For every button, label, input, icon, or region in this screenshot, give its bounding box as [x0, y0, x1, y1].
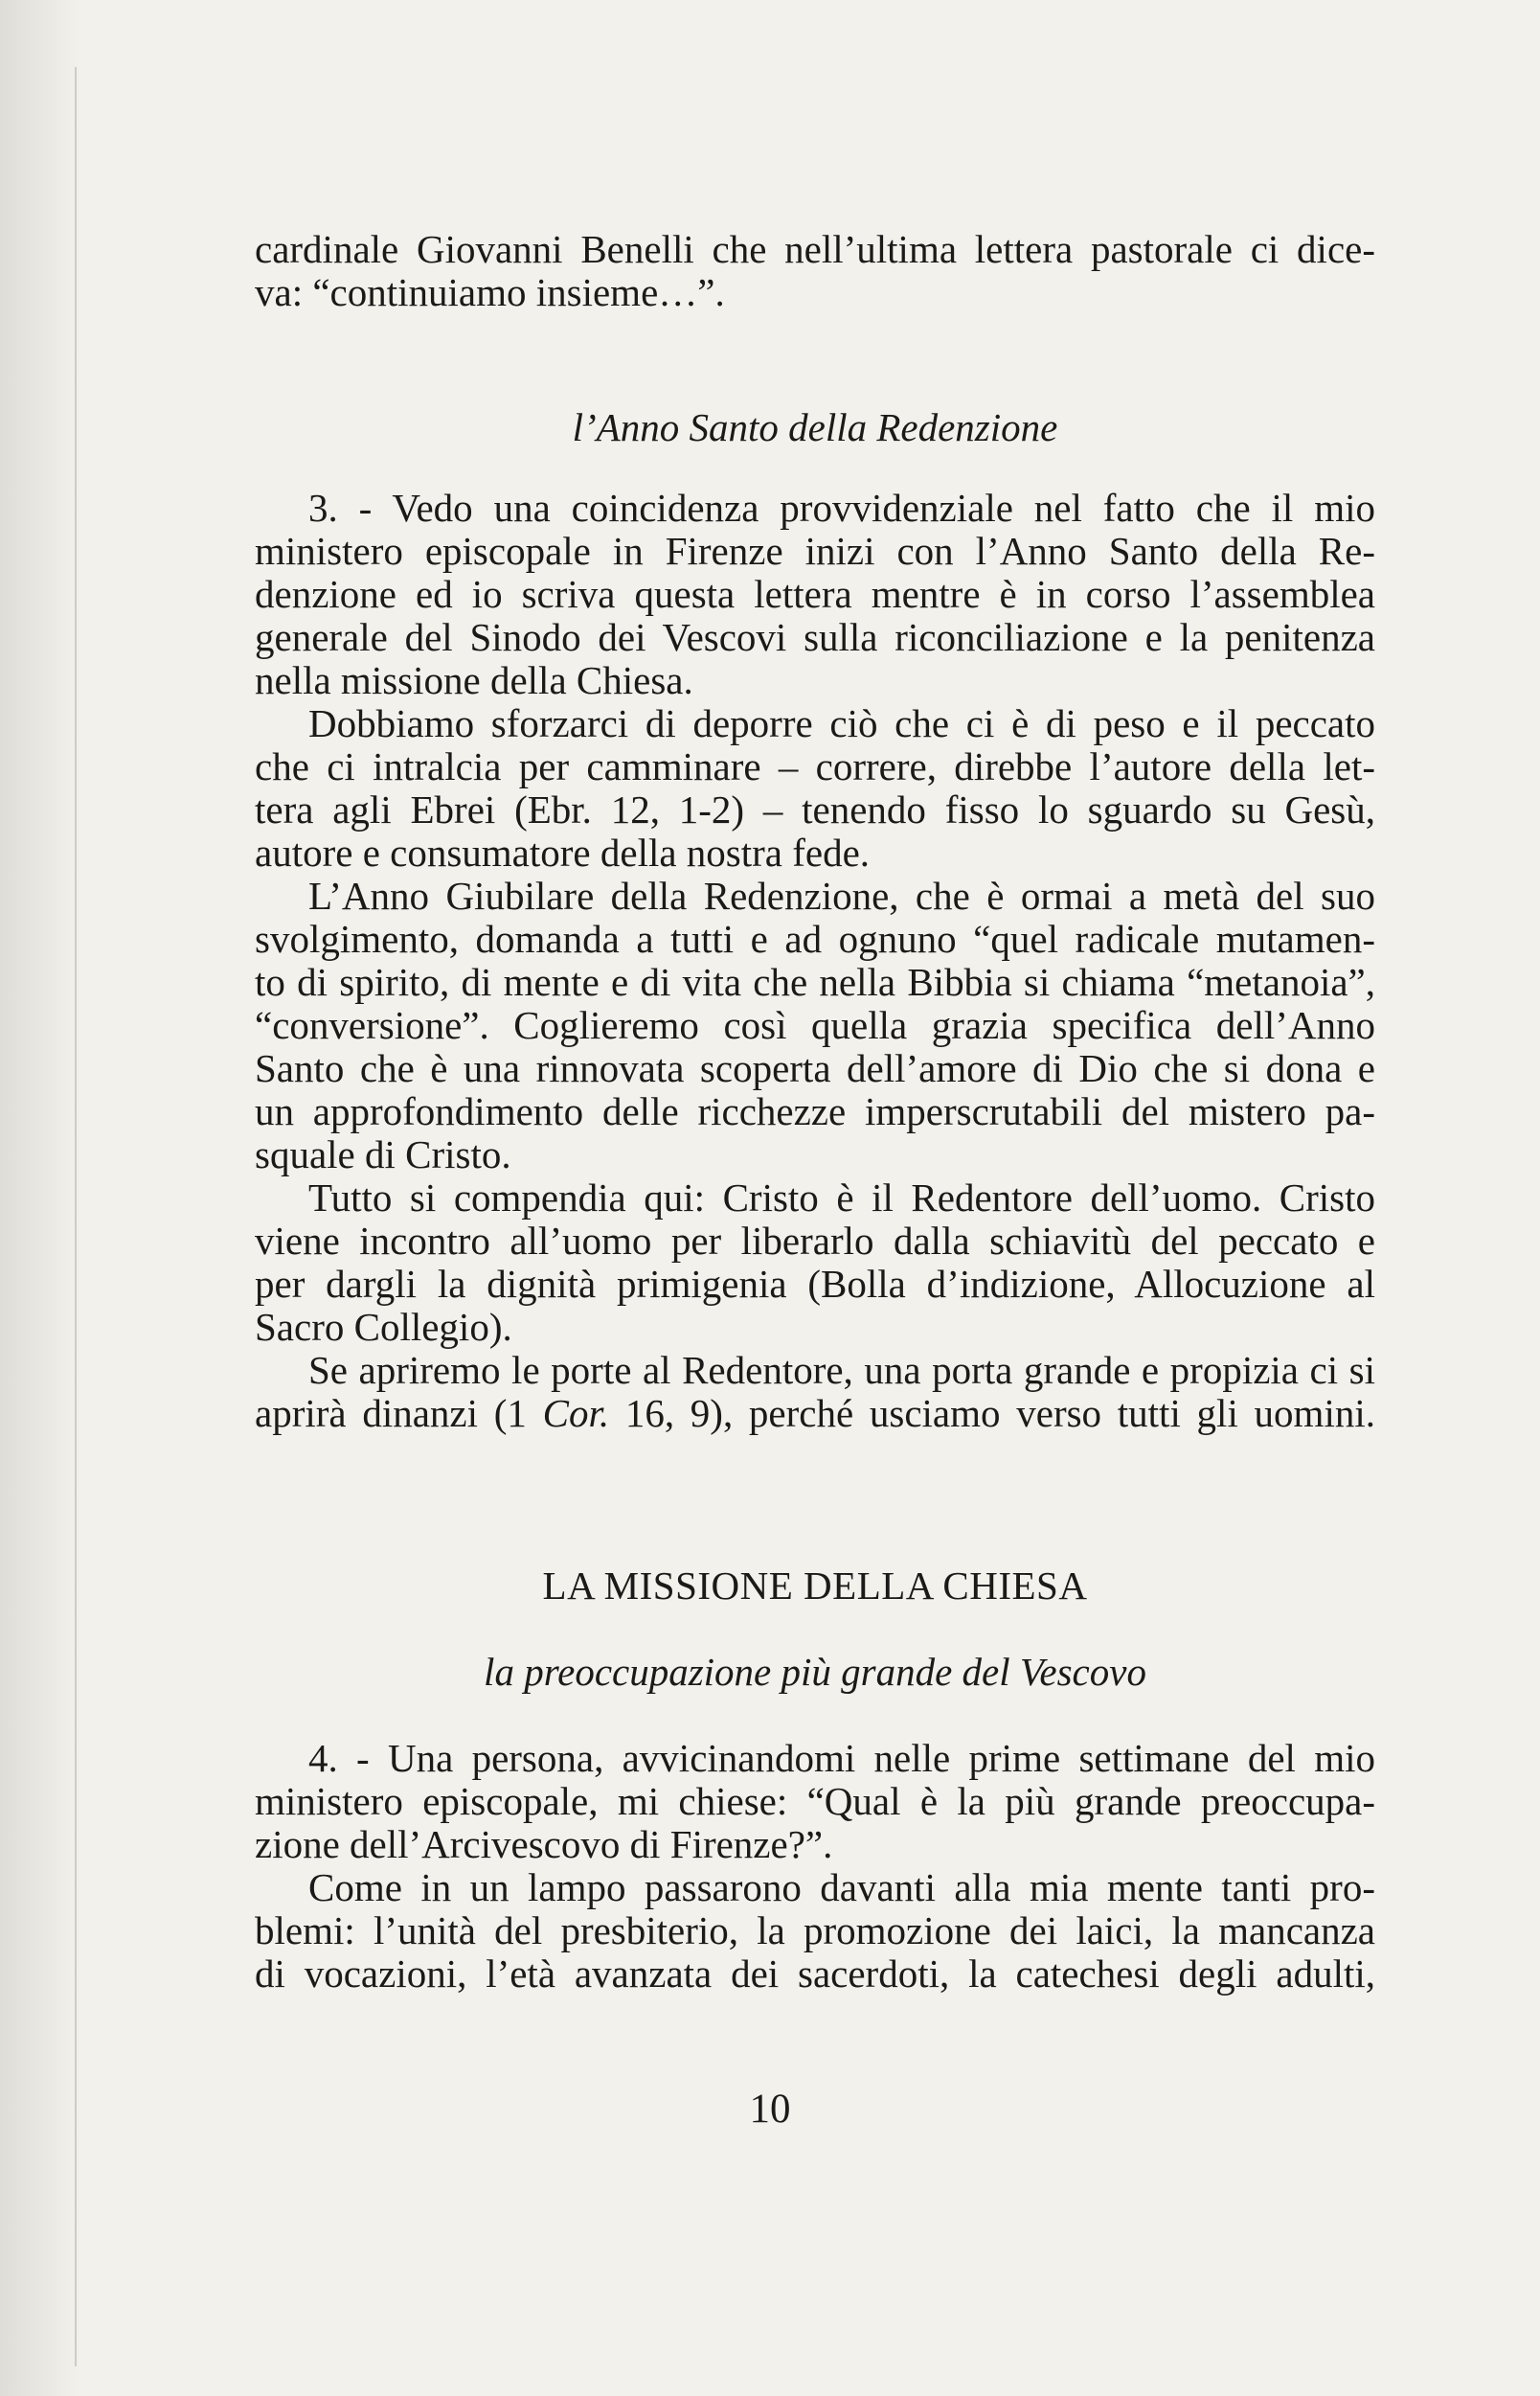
- paragraph-4: [255, 1737, 1375, 1866]
- text-line: Se apriremo le porte al Redentore, una porta grande e propizia ci si: [308, 1348, 1375, 1392]
- text-line: “conversione”. Coglieremo così quella grazia specifica dell’Anno: [255, 1003, 1375, 1047]
- paragraph-se-apriremo: [255, 1349, 1375, 1435]
- paragraph-3: [255, 487, 1375, 702]
- paragraph-dobbiamo: [255, 702, 1375, 875]
- section-heading-redenzione: [255, 406, 1375, 449]
- paragraph-tutto: [255, 1176, 1375, 1349]
- text-line: un approfondimento delle ricchezze imperscrutabili del mistero pa-: [255, 1089, 1375, 1133]
- text-line: L’Anno Giubilare della Redenzione, che è ormai a metà del suo: [308, 874, 1375, 918]
- text-line: viene incontro all’uomo per liberarlo dalla schiavitù del peccato e: [255, 1219, 1375, 1263]
- text-line: che ci intralcia per camminare – correre, direbbe l’autore della let-: [255, 744, 1375, 788]
- section-title: LA MISSIONE DELLA CHIESA: [542, 1563, 1088, 1608]
- text-line: squale di Cristo.: [255, 1132, 511, 1176]
- text-line: denzione ed io scriva questa lettera mentre è in corso l’assemblea: [255, 572, 1375, 616]
- intro-paragraph: [255, 228, 1375, 314]
- text-line: 3. - Vedo una coincidenza provvidenziale nel fatto che il mio: [308, 486, 1375, 530]
- text-segment: aprirà dinanzi (1: [255, 1391, 543, 1435]
- paragraph-come: [255, 1866, 1375, 1996]
- text-line: to di spirito, di mente e di vita che nella Bibbia si chiama “metanoia”,: [255, 960, 1375, 1004]
- section-subtitle-missione: [255, 1651, 1375, 1694]
- text-line: per dargli la dignità primigenia (Bolla d’indizione, Allocuzione al: [255, 1262, 1375, 1306]
- text-line: va: “continuiamo insieme…”.: [255, 270, 725, 314]
- text-line: Santo che è una rinnovata scoperta dell’amore di Dio che si dona e: [255, 1046, 1375, 1090]
- text-line: tera agli Ebrei (Ebr. 12, 1-2) – tenendo fisso lo sguardo su Gesù,: [255, 787, 1375, 832]
- section-subtitle: la preoccupazione più grande del Vescovo: [484, 1650, 1146, 1694]
- page-binding-shadow: [0, 0, 80, 2396]
- citation-italic: Cor.: [542, 1391, 610, 1435]
- text-line: Tutto si compendia qui: Cristo è il Redentore dell’uomo. Cristo: [308, 1175, 1375, 1220]
- text-line: Sacro Collegio).: [255, 1305, 512, 1349]
- text-line: Come in un lampo passarono davanti alla mia mente tanti pro-: [308, 1865, 1375, 1909]
- text-line: generale del Sinodo dei Vescovi sulla riconciliazione e la penitenza: [255, 615, 1375, 659]
- text-line: zione dell’Arcivescovo di Firenze?”.: [255, 1822, 833, 1866]
- page-number: 10: [749, 2087, 791, 2132]
- page-binding-edge: [75, 67, 77, 2366]
- text-line: Dobbiamo sforzarci di deporre ciò che ci è di peso e il peccato: [308, 701, 1375, 745]
- text-line: cardinale Giovanni Benelli che nell’ultima lettera pastorale ci dice-: [255, 227, 1375, 271]
- text-segment: 16, 9), perché usciamo verso tutti gli uomini.: [609, 1391, 1375, 1435]
- text-line: 4. - Una persona, avvicinandomi nelle prime settimane del mio: [308, 1736, 1375, 1780]
- text-line-with-citation: [255, 1392, 1375, 1435]
- paragraph-anno-giubilare: [255, 875, 1375, 1176]
- text-line: autore e consumatore della nostra fede.: [255, 831, 871, 875]
- text-line: di vocazioni, l’età avanzata dei sacerdoti, la catechesi degli adulti,: [255, 1951, 1375, 1996]
- section-title-missione: [255, 1564, 1375, 1608]
- text-line: svolgimento, domanda a tutti e ad ognuno “quel radicale mutamen-: [255, 917, 1375, 961]
- text-line: nella missione della Chiesa.: [255, 658, 693, 702]
- text-line: ministero episcopale in Firenze inizi con l’Anno Santo della Re-: [255, 529, 1375, 573]
- section-heading: l’Anno Santo della Redenzione: [572, 405, 1058, 449]
- text-line: blemi: l’unità del presbiterio, la promozione dei laici, la mancanza: [255, 1908, 1375, 1952]
- text-line: ministero episcopale, mi chiese: “Qual è la più grande preoccupa-: [255, 1779, 1375, 1823]
